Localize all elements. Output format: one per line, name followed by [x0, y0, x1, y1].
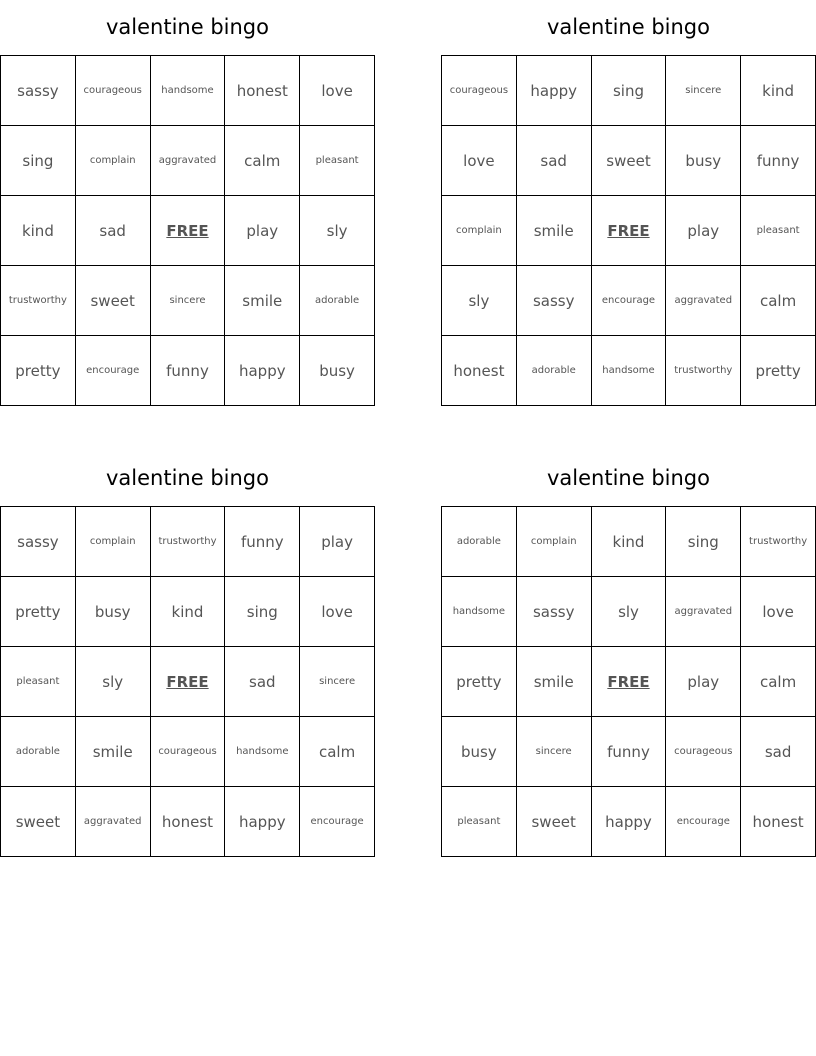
bingo-cell: happy: [225, 787, 300, 857]
bingo-cell: trustworthy: [666, 336, 741, 406]
bingo-cell: sing: [666, 507, 741, 577]
bingo-cell: encourage: [666, 787, 741, 857]
bingo-cell: sassy: [1, 507, 76, 577]
bingo-cell: sad: [741, 717, 816, 787]
bingo-cell: honest: [151, 787, 226, 857]
bingo-cell: sad: [517, 126, 592, 196]
free-space: FREE: [151, 196, 226, 266]
bingo-cell: aggravated: [666, 266, 741, 336]
bingo-cell: pretty: [1, 577, 76, 647]
free-space: FREE: [592, 196, 667, 266]
bingo-grid: [0, 506, 375, 857]
bingo-cell: courageous: [666, 717, 741, 787]
bingo-cell: calm: [741, 266, 816, 336]
bingo-cell: busy: [76, 577, 151, 647]
bingo-card-3: [0, 451, 375, 857]
bingo-cell: sincere: [517, 717, 592, 787]
bingo-cell: aggravated: [76, 787, 151, 857]
bingo-cell: smile: [76, 717, 151, 787]
bingo-cell: sad: [225, 647, 300, 717]
bingo-cell: happy: [517, 56, 592, 126]
bingo-cell: adorable: [1, 717, 76, 787]
bingo-cell: calm: [741, 647, 816, 717]
bingo-cell: love: [300, 577, 375, 647]
bingo-card-2: [441, 0, 816, 406]
bingo-cell: trustworthy: [741, 507, 816, 577]
bingo-cell: sweet: [592, 126, 667, 196]
free-space: FREE: [151, 647, 226, 717]
bingo-cell: sad: [76, 196, 151, 266]
bingo-cell: complain: [517, 507, 592, 577]
bingo-cell: pleasant: [1, 647, 76, 717]
bingo-cell: happy: [592, 787, 667, 857]
bingo-cell: sweet: [517, 787, 592, 857]
bingo-cell: pretty: [1, 336, 76, 406]
bingo-grid: [441, 55, 816, 406]
bingo-cell: handsome: [592, 336, 667, 406]
bingo-cell: adorable: [442, 507, 517, 577]
bingo-cell: sweet: [76, 266, 151, 336]
bingo-cell: handsome: [151, 56, 226, 126]
bingo-cell: smile: [517, 196, 592, 266]
bingo-cell: sassy: [1, 56, 76, 126]
bingo-cell: play: [225, 196, 300, 266]
bingo-cell: love: [741, 577, 816, 647]
bingo-cell: handsome: [225, 717, 300, 787]
bingo-cell: sincere: [300, 647, 375, 717]
bingo-cell: kind: [151, 577, 226, 647]
bingo-cell: busy: [442, 717, 517, 787]
bingo-cell: complain: [442, 196, 517, 266]
bingo-cell: sly: [300, 196, 375, 266]
card-title: valentine bingo: [106, 15, 269, 39]
card-title: valentine bingo: [547, 466, 710, 490]
bingo-cell: kind: [592, 507, 667, 577]
bingo-cell: funny: [225, 507, 300, 577]
bingo-cell: courageous: [76, 56, 151, 126]
bingo-cell: trustworthy: [1, 266, 76, 336]
bingo-cell: sly: [592, 577, 667, 647]
bingo-cell: calm: [300, 717, 375, 787]
bingo-cell: sassy: [517, 577, 592, 647]
bingo-card-4: [441, 451, 816, 857]
bingo-cell: busy: [300, 336, 375, 406]
bingo-cell: pleasant: [300, 126, 375, 196]
bingo-cell: adorable: [300, 266, 375, 336]
card-title: valentine bingo: [106, 466, 269, 490]
bingo-cell: sing: [592, 56, 667, 126]
bingo-cell: funny: [151, 336, 226, 406]
bingo-cell: courageous: [442, 56, 517, 126]
bingo-cell: sassy: [517, 266, 592, 336]
free-space: FREE: [592, 647, 667, 717]
bingo-cell: sincere: [151, 266, 226, 336]
bingo-cell: smile: [517, 647, 592, 717]
bingo-cell: adorable: [517, 336, 592, 406]
bingo-cell: pretty: [442, 647, 517, 717]
bingo-card-1: [0, 0, 375, 406]
bingo-cell: love: [442, 126, 517, 196]
bingo-cell: calm: [225, 126, 300, 196]
bingo-cell: encourage: [300, 787, 375, 857]
bingo-cell: busy: [666, 126, 741, 196]
bingo-cell: encourage: [76, 336, 151, 406]
bingo-cell: pleasant: [741, 196, 816, 266]
bingo-cell: play: [666, 196, 741, 266]
bingo-cell: play: [300, 507, 375, 577]
bingo-cell: trustworthy: [151, 507, 226, 577]
bingo-cell: sing: [225, 577, 300, 647]
bingo-cell: funny: [592, 717, 667, 787]
bingo-cell: sly: [442, 266, 517, 336]
bingo-cell: kind: [1, 196, 76, 266]
bingo-cell: sweet: [1, 787, 76, 857]
bingo-cell: courageous: [151, 717, 226, 787]
bingo-cell: aggravated: [151, 126, 226, 196]
bingo-cell: funny: [741, 126, 816, 196]
bingo-cell: sing: [1, 126, 76, 196]
bingo-cell: pretty: [741, 336, 816, 406]
bingo-cell: encourage: [592, 266, 667, 336]
bingo-cell: love: [300, 56, 375, 126]
bingo-cell: pleasant: [442, 787, 517, 857]
bingo-cell: smile: [225, 266, 300, 336]
bingo-cell: kind: [741, 56, 816, 126]
bingo-cell: complain: [76, 126, 151, 196]
bingo-cell: handsome: [442, 577, 517, 647]
bingo-cell: complain: [76, 507, 151, 577]
bingo-cell: happy: [225, 336, 300, 406]
bingo-cell: sincere: [666, 56, 741, 126]
bingo-grid: [441, 506, 816, 857]
bingo-cell: honest: [442, 336, 517, 406]
bingo-cell: play: [666, 647, 741, 717]
bingo-cell: aggravated: [666, 577, 741, 647]
bingo-cell: honest: [741, 787, 816, 857]
bingo-cell: sly: [76, 647, 151, 717]
bingo-cell: honest: [225, 56, 300, 126]
bingo-grid: [0, 55, 375, 406]
card-title: valentine bingo: [547, 15, 710, 39]
